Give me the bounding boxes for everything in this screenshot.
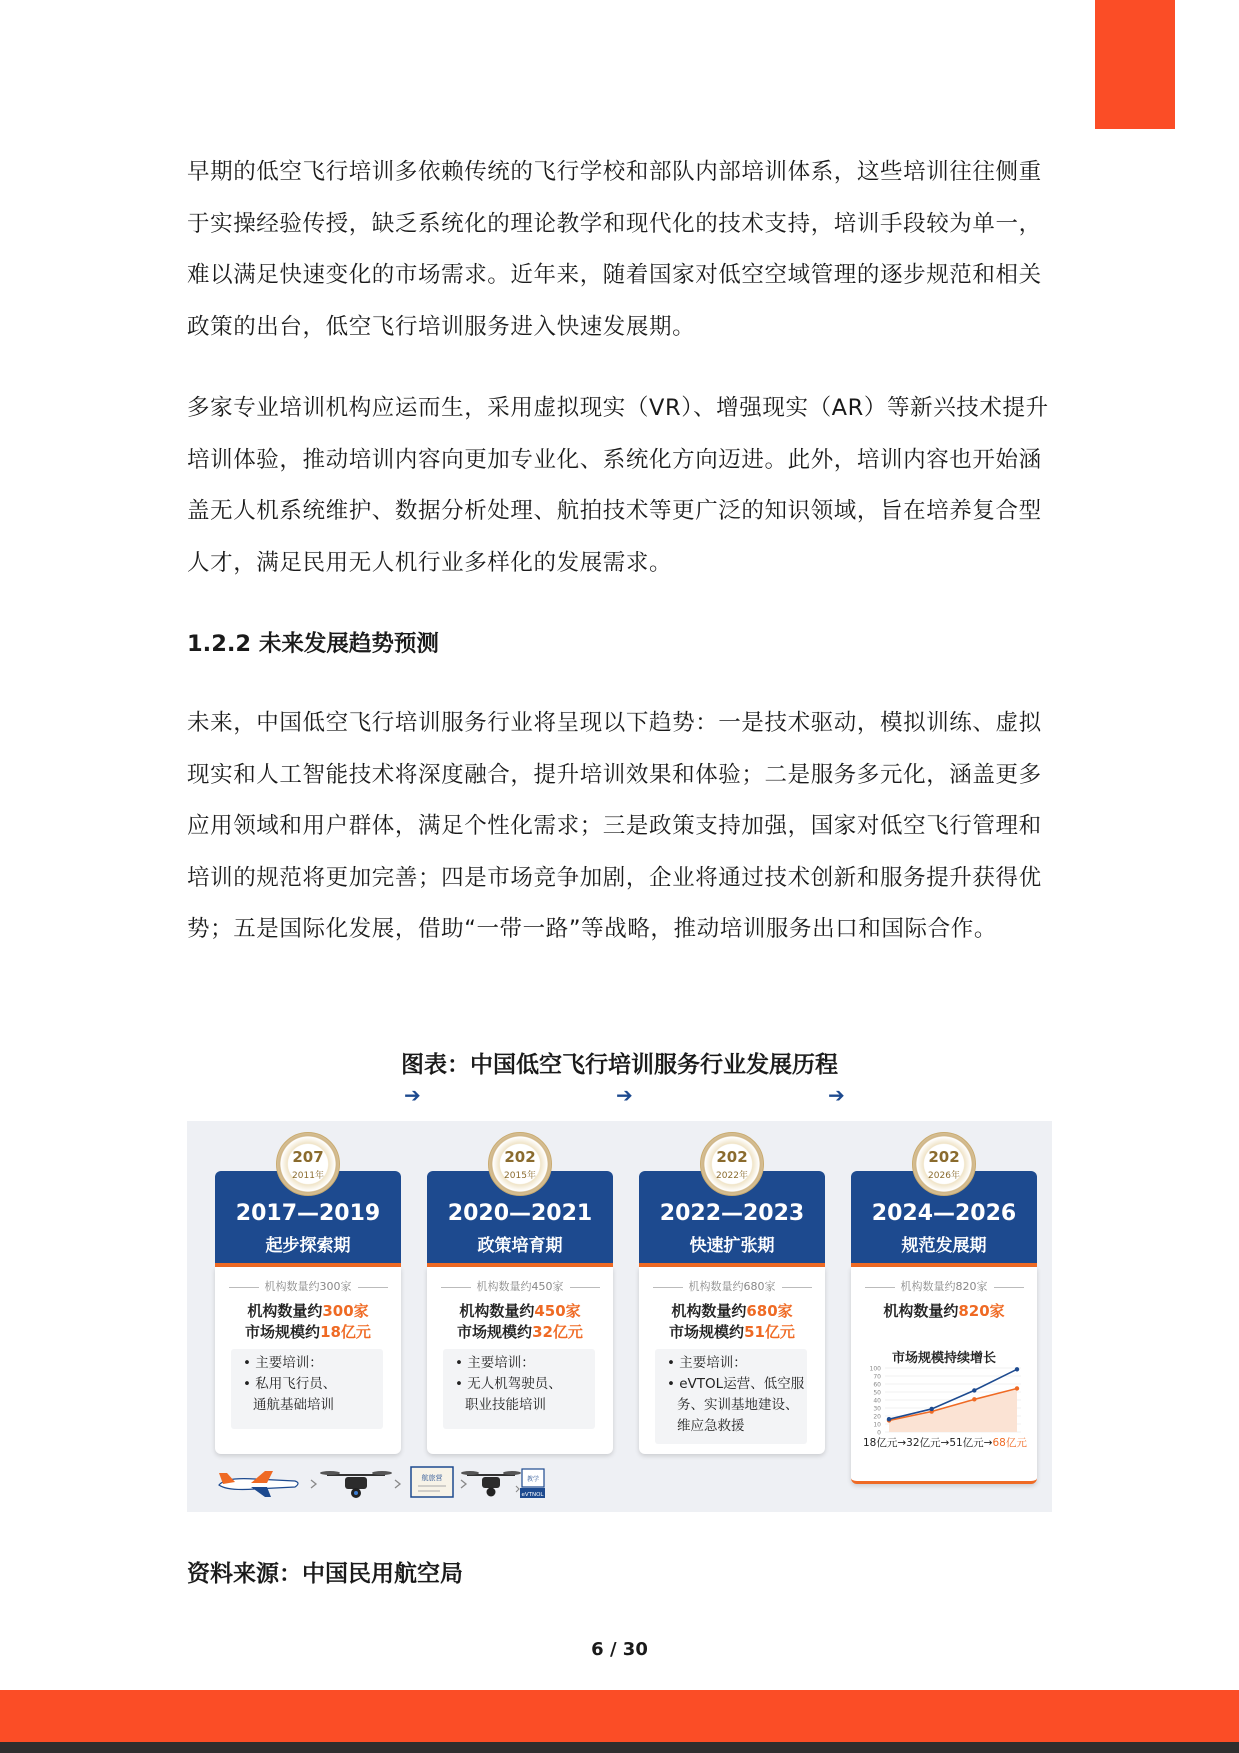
card-count: 机构数量约820家 xyxy=(883,1302,1005,1320)
card-count: 机构数量约450家 xyxy=(459,1302,581,1320)
chevron-right-icon xyxy=(311,1480,316,1488)
paragraph-trends: 未来，中国低空飞行培训服务行业将呈现以下趋势：一是技术驱动，模拟训练、虚拟现实和人工智能技术将深度融合，提升培训效果和体验；二是服务多元化，涵盖更多应用领域和用户群体，满足个性化需求；三是政策支持加强，国家对低空飞行管理和培训的规范将更加完善；四是市场竞争加剧，企业将通过技术创新和服务提升获得优势；五是国际化发展，借助“一带一路”等战略，推动培训服务出口和国际合作。 xyxy=(187,710,1042,942)
paragraph-institutions: 多家专业培训机构应运而生，采用虚拟现实（VR）、增强现实（AR）等新兴技术提升培训体验，推动培训内容向更加专业化、系统化方向迈进。此外，培训内容也开始涵盖无人机系统维护、数据分析处理、航拍技术等更广泛的知识领域，旨在培养复合型人才，满足民用无人机行业多样化的发展需求。 xyxy=(187,395,1049,576)
card-count: 机构数量约300家 xyxy=(247,1302,369,1320)
card-years: 2024—2026 xyxy=(871,1201,1017,1226)
card-market: 市场规模约32亿元 xyxy=(457,1323,583,1341)
medal-subtext: 2011年 xyxy=(292,1171,324,1181)
medal-number: 202 xyxy=(504,1148,536,1166)
arrow-right-icon: ➔ xyxy=(404,1083,421,1107)
y-tick-label: 100 xyxy=(869,1365,881,1373)
y-tick-label: 50 xyxy=(873,1389,881,1397)
svg-text:航旅营: 航旅营 xyxy=(421,1474,443,1482)
airplane-icon xyxy=(219,1471,298,1497)
corner-accent-tab xyxy=(1095,0,1175,129)
timeline-card-1 xyxy=(215,1148,401,1454)
medal-subtext: 2026年 xyxy=(928,1171,960,1181)
drone-icon xyxy=(461,1471,521,1497)
figure-title: 图表：中国低空飞行培训服务行业发展历程 xyxy=(401,1052,838,1078)
timeline-card-2 xyxy=(427,1148,613,1454)
icon-row xyxy=(215,1463,545,1503)
medal-number: 202 xyxy=(928,1148,960,1166)
paragraph-history: 早期的低空飞行培训多依赖传统的飞行学校和部队内部培训体系，这些培训往往侧重于实操经验传授，缺乏系统化的理论教学和现代化的技术支持，培训手段较为单一，难以满足快速变化的市场需求。近年来，随着国家对低空空域管理的逐步规范和相关政策的出台，低空飞行培训服务进入快速发展期。 xyxy=(187,159,1042,340)
growth-line-chart xyxy=(851,1360,1037,1480)
medal-subtext: 2022年 xyxy=(716,1171,748,1181)
year-medal xyxy=(700,1132,764,1196)
footer-dark-strip xyxy=(0,1742,1239,1753)
training-line: • 无人机驾驶员、 xyxy=(455,1376,562,1392)
source-note: 资料来源：中国民用航空局 xyxy=(187,1561,463,1587)
y-tick-label: 60 xyxy=(873,1381,881,1389)
training-box xyxy=(655,1349,807,1444)
section-heading: 1.2.2 未来发展趋势预测 xyxy=(187,631,439,657)
timeline-card-4 xyxy=(851,1148,1037,1454)
y-tick-label: 0 xyxy=(877,1429,881,1437)
card-small-label: 机构数量约300家 xyxy=(215,1278,401,1294)
card-years: 2020—2021 xyxy=(447,1201,593,1226)
data-point xyxy=(1015,1386,1019,1390)
arrow-right-icon: ➔ xyxy=(616,1083,633,1107)
y-tick-label: 70 xyxy=(873,1373,881,1381)
y-tick-label: 30 xyxy=(873,1405,881,1413)
svg-text:教学: 教学 xyxy=(526,1476,540,1483)
y-tick-label: 10 xyxy=(873,1421,881,1429)
certificate-icon xyxy=(411,1467,453,1497)
year-medal xyxy=(912,1132,976,1196)
training-title: • 主要培训： xyxy=(243,1355,323,1371)
card-body xyxy=(215,1267,401,1454)
arrow-right-icon: ➔ xyxy=(828,1083,845,1107)
data-point xyxy=(887,1417,891,1421)
card-body xyxy=(851,1267,1037,1484)
medal-subtext: 2015年 xyxy=(504,1171,536,1181)
training-title: • 主要培训： xyxy=(455,1355,535,1371)
chevron-right-icon xyxy=(516,1486,519,1492)
training-title: • 主要培训： xyxy=(667,1355,747,1371)
training-line: 维应急救援 xyxy=(677,1418,745,1434)
training-line: • 私用飞行员、 xyxy=(243,1376,337,1392)
medal-number: 202 xyxy=(716,1148,748,1166)
medal-number: 207 xyxy=(292,1148,324,1166)
card-stage: 快速扩张期 xyxy=(689,1236,775,1256)
training-box xyxy=(443,1349,595,1429)
development-timeline-figure xyxy=(187,1121,1052,1512)
training-line: 职业技能培训 xyxy=(465,1397,546,1413)
chevron-right-icon xyxy=(461,1480,466,1488)
card-body xyxy=(639,1267,825,1454)
card-stage: 政策培育期 xyxy=(477,1236,563,1256)
timeline-card-3 xyxy=(639,1148,825,1454)
year-medal xyxy=(276,1132,340,1196)
training-line: 务、实训基地建设、 xyxy=(677,1397,799,1413)
year-medal xyxy=(488,1132,552,1196)
footer-accent-bar xyxy=(0,1690,1239,1742)
series-area xyxy=(889,1388,1017,1432)
card-body xyxy=(427,1267,613,1454)
card-stage: 起步探索期 xyxy=(265,1236,351,1256)
data-point xyxy=(972,1388,976,1392)
growth-chart-title: 市场规模持续增长 xyxy=(891,1351,996,1366)
card-small-label: 机构数量约680家 xyxy=(639,1278,825,1294)
y-tick-label: 20 xyxy=(873,1413,881,1421)
evtol-icon xyxy=(520,1469,545,1498)
card-count: 机构数量约680家 xyxy=(671,1302,793,1320)
y-tick-label: 40 xyxy=(873,1397,881,1405)
page-number: 6 / 30 xyxy=(591,1639,648,1660)
card-stage: 规范发展期 xyxy=(901,1236,987,1256)
card-years: 2017—2019 xyxy=(235,1201,381,1226)
training-line: • eVTOL运营、低空服 xyxy=(667,1376,805,1392)
data-point xyxy=(972,1397,976,1401)
growth-caption: 18亿元→32亿元→51亿元→68亿元 xyxy=(863,1437,1027,1449)
training-box xyxy=(231,1349,383,1429)
card-small-label: 机构数量约450家 xyxy=(427,1278,613,1294)
training-line: 通航基础培训 xyxy=(253,1397,334,1413)
data-point xyxy=(1015,1367,1019,1371)
card-years: 2022—2023 xyxy=(659,1201,805,1226)
drone-icon xyxy=(320,1471,392,1498)
svg-text:eVTNOL: eVTNOL xyxy=(521,1492,544,1498)
data-point xyxy=(929,1407,933,1411)
chevron-right-icon xyxy=(395,1480,400,1488)
card-market: 市场规模约18亿元 xyxy=(245,1323,371,1341)
card-small-label: 机构数量约820家 xyxy=(851,1278,1037,1294)
card-market: 市场规模约51亿元 xyxy=(669,1323,795,1341)
